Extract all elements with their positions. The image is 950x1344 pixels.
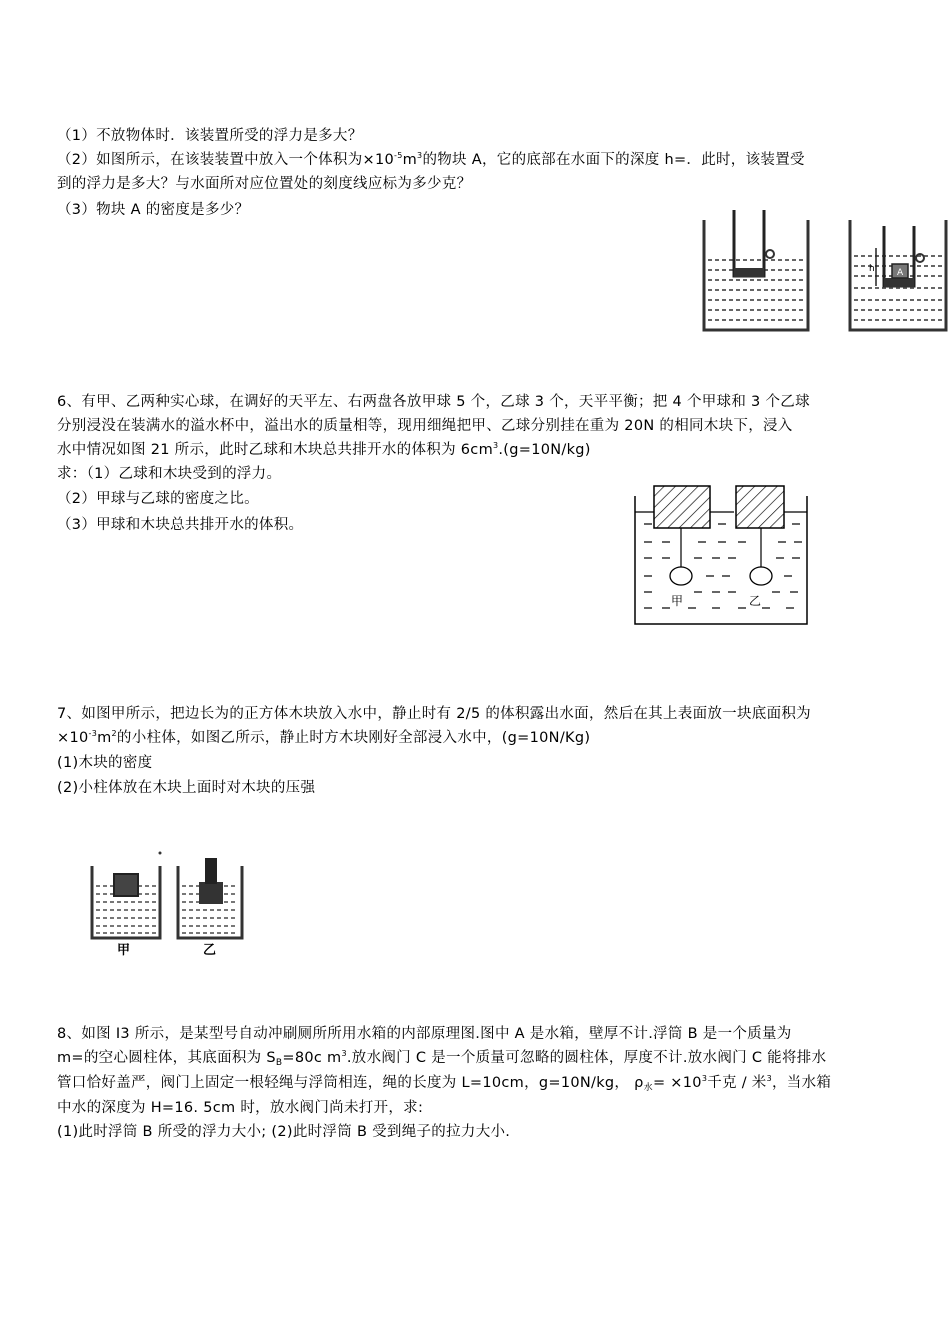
q7-line-4: (2)小柱体放在木块上面时对木块的压强	[57, 780, 316, 796]
q8-line-5: (1)此时浮筒 B 所受的浮力大小; (2)此时浮筒 B 受到绳子的拉力大小.	[57, 1124, 511, 1140]
q7-line-3: (1)木块的密度	[57, 755, 153, 771]
tube-base-right	[884, 278, 914, 287]
q5-figure	[698, 208, 950, 336]
q8-line-1: 8、如图 I3 所示，是某型号自动冲刷厕所所用水箱的内部原理图.图中 A 是水箱，壁厚不计.浮筒 B 是一个质量为	[57, 1026, 792, 1042]
q8-line-2: m=的空心圆柱体，其底面积为 $S_B=80c$ $m^3$.放水阀门 C 是一个质量可忽略的圆柱体，厚度不计.放水阀门 C 能将排水	[57, 1049, 827, 1068]
q6-line-2: 分别浸没在装满水的溢水杯中，溢出水的质量相等，现用细绳把甲、乙球分别挂在重为 20N 的相同木块下，浸入	[57, 418, 793, 434]
depth-label: h	[869, 264, 875, 274]
tube-base-left	[734, 268, 764, 277]
block-a-label: A	[897, 268, 904, 278]
figure-jia-label: 甲	[117, 943, 131, 958]
q8-line-3: 管口恰好盖严，阀门上固定一根轻绳与浮筒相连，绳的长度为 L=10cm，g=10N/kg， $\rho_水= \times 10^3$千克 / 米$^3$，当水箱	[57, 1074, 832, 1093]
q5-line-2: （2）如图所示，在该装装置中放入一个体积为$\times 10^{-5}m^3$的物块 A，它的底部在水面下的深度 h=．此时，该装置受	[57, 151, 805, 168]
q6-line-3: 水中情况如图 21 所示，此时乙球和木块总共排开水的体积为 $6cm^3.(g=10N/kg)$	[57, 441, 591, 458]
float-tube-left	[734, 210, 764, 276]
ball-yi	[750, 567, 772, 585]
ball-jia	[670, 567, 692, 585]
q5-line-4: （3）物块 A 的密度是多少？	[57, 202, 250, 218]
q6-line-4: 求：（1）乙球和木块受到的浮力。	[57, 466, 282, 482]
wood-block-left	[654, 486, 710, 528]
q7-line-1: 7、如图甲所示，把边长为的正方体木块放入水中，静止时有 2/5 的体积露出水面，然后在其上表面放一块底面积为	[57, 706, 811, 722]
q5-line-1: （1）不放物体时．该装置所受的浮力是多大？	[57, 128, 363, 144]
q6-line-5: （2）甲球与乙球的密度之比。	[57, 491, 259, 507]
q5-line-3: 到的浮力是多大？与水面所对应位置处的刻度线应标为多少克？	[57, 176, 472, 192]
q7-line-2: $\times 10^{-3}m^2$的小柱体，如图乙所示，静止时方木块刚好全部浸入水中，(g=10N/Kg)	[57, 729, 591, 746]
ball-jia-label: 甲	[671, 594, 684, 608]
wood-block-yi	[199, 882, 223, 904]
wood-block-jia	[114, 874, 138, 896]
q8-line-4: 中水的深度为 H=16. 5cm 时，放水阀门尚未打开，求:	[57, 1100, 424, 1116]
small-cylinder	[205, 858, 217, 884]
q6-line-6: （3）甲球和木块总共排开水的体积。	[57, 517, 304, 533]
q6-figure	[632, 484, 810, 628]
figure-yi-label: 乙	[203, 943, 217, 958]
ball-yi-label: 乙	[749, 594, 762, 608]
q7-figure	[66, 828, 246, 968]
wood-block-right	[736, 486, 784, 528]
q6-line-1: 6、有甲、乙两种实心球，在调好的天平左、右两盘各放甲球 5 个，乙球 3 个，天平平衡；把 4 个甲球和 3 个乙球	[57, 394, 810, 410]
